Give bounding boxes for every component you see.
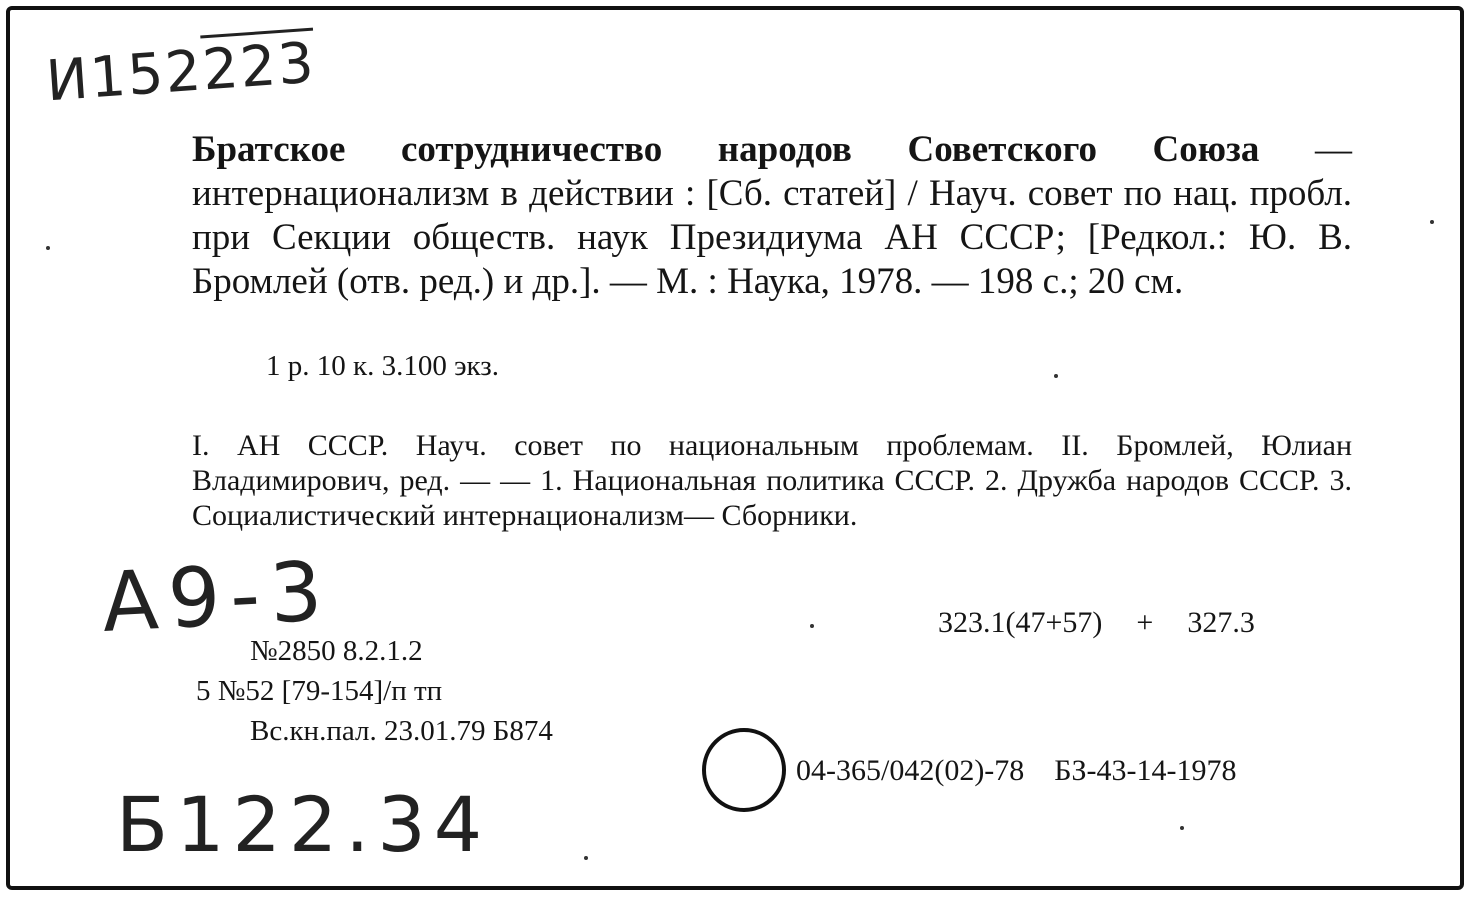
classification-code: 323.1(47+57) xyxy=(938,606,1103,639)
speck-icon xyxy=(1180,826,1184,830)
title-lead: Братское сотрудничество народов Советского Союза xyxy=(192,129,1260,170)
call-number-mid: А9-3 xyxy=(99,544,335,651)
classification-plus: + xyxy=(1136,606,1154,639)
bookchamber-code: БЗ-43-14-1978 xyxy=(1054,754,1237,787)
technical-line-1: №2850 8.2.1.2 xyxy=(250,635,423,667)
technical-line-2: 5 №52 [79-154]/п тп xyxy=(196,675,443,707)
classification-code: 327.3 xyxy=(1187,606,1255,639)
title-rest: — интернационализм в действии : [Сб. статей] / Науч. совет по нац. пробл. при Секции обществ. наук Президиума АН СССР; [Редкол.: Ю. В. Бромлей (отв. ред.) и др.]. — М. : Наука, 1978. — 198 с.; 20 см. xyxy=(192,129,1352,302)
classification-index xyxy=(938,606,1289,640)
price-and-print-run: 1 р. 10 к. 3.100 экз. xyxy=(266,350,499,382)
call-number-top-main: И152 xyxy=(44,38,205,115)
isbn-codes xyxy=(796,754,1267,788)
technical-line-3: Вс.кн.пал. 23.01.79 Б874 xyxy=(250,715,553,747)
speck-icon xyxy=(584,856,588,860)
tracings: I. АН СССР. Науч. совет по национальным проблемам. II. Бромлей, Юлиан Владимирович, ред. — — 1. Национальная политика СССР. 2. Дружба народов СССР. 3. Социалистический интернационализм— Сборники. xyxy=(192,429,1352,532)
catalog-card xyxy=(6,6,1464,890)
call-number-top xyxy=(44,31,318,115)
speck-icon xyxy=(810,624,814,628)
call-number-top-sup: 223 xyxy=(200,30,318,104)
publisher-code: 04-365/042(02)-78 xyxy=(796,754,1025,787)
speck-icon xyxy=(1430,220,1434,224)
circle-mark-icon xyxy=(702,728,786,812)
speck-icon xyxy=(46,246,50,250)
bibliographic-description xyxy=(192,128,1352,304)
call-number-bottom: Б122.34 xyxy=(116,780,491,869)
speck-icon xyxy=(1054,374,1058,378)
